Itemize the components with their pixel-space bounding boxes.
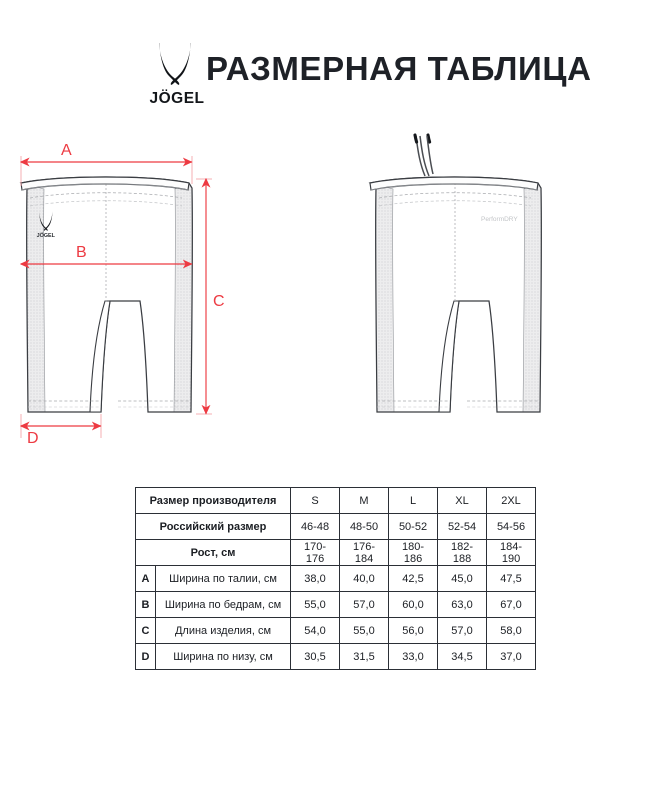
row-label: Рост, см (136, 540, 291, 566)
cell-s: 30,5 (291, 644, 340, 670)
cell-m: M (340, 488, 389, 514)
cell-s: S (291, 488, 340, 514)
table-row-height (136, 540, 536, 566)
dimension-label-a: A (61, 142, 72, 159)
back-brand-text: PerformDRY (481, 216, 518, 223)
cell-l: L (389, 488, 438, 514)
brand-logo (143, 40, 211, 116)
table-row-c (136, 618, 536, 644)
dimension-label-b: B (76, 244, 87, 261)
cell-l: 180-186 (389, 540, 438, 566)
cell-2xl: 47,5 (487, 566, 536, 592)
cell-m: 57,0 (340, 592, 389, 618)
row-description: Ширина по бедрам, см (156, 592, 291, 618)
cell-xl: 45,0 (438, 566, 487, 592)
cell-xl: 63,0 (438, 592, 487, 618)
drawstring-icon (415, 135, 433, 176)
cell-2xl: 58,0 (487, 618, 536, 644)
row-letter: B (136, 592, 156, 618)
cell-xl: 34,5 (438, 644, 487, 670)
row-description: Ширина по талии, см (156, 566, 291, 592)
size-table (135, 487, 536, 670)
cell-xl: 182-188 (438, 540, 487, 566)
row-description: Ширина по низу, см (156, 644, 291, 670)
row-description: Длина изделия, см (156, 618, 291, 644)
table-row-b (136, 592, 536, 618)
shorts-back-view (370, 135, 541, 412)
cell-s: 38,0 (291, 566, 340, 592)
cell-m: 176-184 (340, 540, 389, 566)
cell-2xl: 54-56 (487, 514, 536, 540)
cell-l: 33,0 (389, 644, 438, 670)
table-row-a (136, 566, 536, 592)
shorts-front-view (21, 177, 192, 412)
cell-xl: 52-54 (438, 514, 487, 540)
cell-s: 54,0 (291, 618, 340, 644)
jogel-chalice-icon (149, 40, 201, 92)
cell-s: 55,0 (291, 592, 340, 618)
jogel-wordmark: JÖGEL (149, 90, 205, 107)
dimension-label-d: D (27, 430, 39, 447)
svg-text:JÖGEL: JÖGEL (36, 233, 55, 239)
table-row-russian-size (136, 514, 536, 540)
cell-2xl: 2XL (487, 488, 536, 514)
cell-xl: 57,0 (438, 618, 487, 644)
cell-l: 42,5 (389, 566, 438, 592)
row-label: Российский размер (136, 514, 291, 540)
cell-2xl: 37,0 (487, 644, 536, 670)
page-header (0, 34, 665, 116)
dimension-label-c: C (213, 293, 225, 310)
cell-m: 40,0 (340, 566, 389, 592)
cell-s: 46-48 (291, 514, 340, 540)
cell-l: 60,0 (389, 592, 438, 618)
row-letter: D (136, 644, 156, 670)
cell-2xl: 67,0 (487, 592, 536, 618)
shorts-technical-drawing (0, 126, 665, 466)
cell-xl: XL (438, 488, 487, 514)
cell-m: 55,0 (340, 618, 389, 644)
cell-m: 48-50 (340, 514, 389, 540)
cell-l: 50-52 (389, 514, 438, 540)
cell-m: 31,5 (340, 644, 389, 670)
table-row-manufacturer-size (136, 488, 536, 514)
cell-s: 170-176 (291, 540, 340, 566)
cell-2xl: 184-190 (487, 540, 536, 566)
row-letter: C (136, 618, 156, 644)
size-table-container (135, 487, 535, 670)
cell-l: 56,0 (389, 618, 438, 644)
page-title: РАЗМЕРНАЯ ТАБЛИЦА (206, 50, 592, 87)
table-row-d (136, 644, 536, 670)
row-letter: A (136, 566, 156, 592)
garment-illustrations (0, 126, 665, 466)
row-label: Размер производителя (136, 488, 291, 514)
